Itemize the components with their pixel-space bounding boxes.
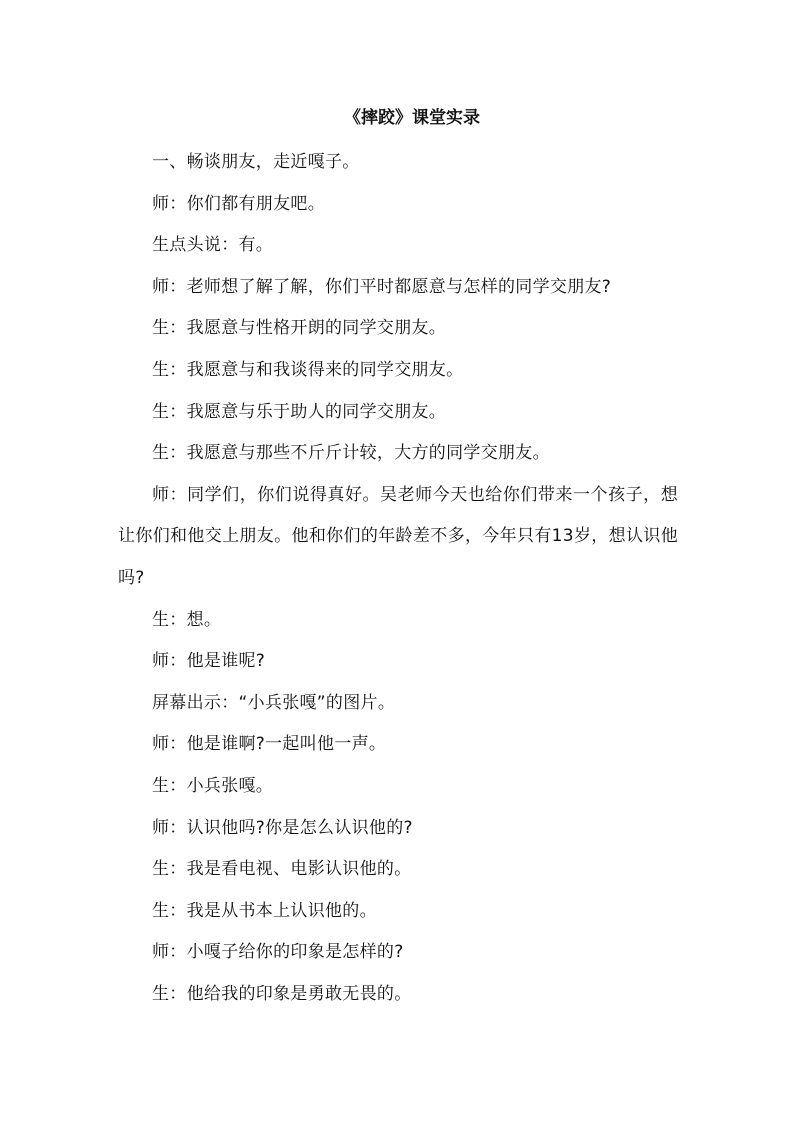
paragraph: 师：认识他吗?你是怎么认识他的? xyxy=(152,817,413,838)
paragraph: 一、畅谈朋友，走近嘎子。 xyxy=(152,152,360,172)
paragraph: 生：他给我的印象是勇敢无畏的。 xyxy=(152,983,412,1004)
paragraph: 生点头说：有。 xyxy=(152,235,274,256)
paragraph: 师：你们都有朋友吧。 xyxy=(152,193,325,214)
paragraph: 师：他是谁呢? xyxy=(152,651,266,672)
paragraph: 师：他是谁啊?一起叫他一声。 xyxy=(152,734,387,755)
paragraph: 生：我是从书本上认识他的。 xyxy=(152,900,377,921)
paragraph: 师：小嘎子给你的印象是怎样的? xyxy=(152,942,404,963)
paragraph: 生：我愿意与和我谈得来的同学交朋友。 xyxy=(152,359,464,380)
paragraph: 生：我愿意与乐于助人的同学交朋友。 xyxy=(152,401,447,422)
paragraph: 屏幕出示：“小兵张嘎”的图片。 xyxy=(152,692,396,713)
paragraph: 生：小兵张嘎。 xyxy=(152,775,274,796)
document-title: 《摔跤》课堂实录 xyxy=(344,108,480,128)
paragraph: 生：我愿意与那些不斤斤计较，大方的同学交朋友。 xyxy=(152,443,550,464)
paragraph: 师：同学们，你们说得真好。吴老师今天也给你们带来一个孩子，想让你们和他交上朋友。他和你们的年龄差不多，今年只有13岁，想认识他吗? xyxy=(118,484,678,588)
paragraph: 生：我愿意与性格开朗的同学交朋友。 xyxy=(152,318,447,339)
paragraph: 生：我是看电视、电影认识他的。 xyxy=(152,859,412,880)
paragraph: 生：想。 xyxy=(152,609,222,630)
document-body xyxy=(118,142,678,1015)
paragraph: 师：老师想了解了解，你们平时都愿意与怎样的同学交朋友? xyxy=(152,276,612,297)
